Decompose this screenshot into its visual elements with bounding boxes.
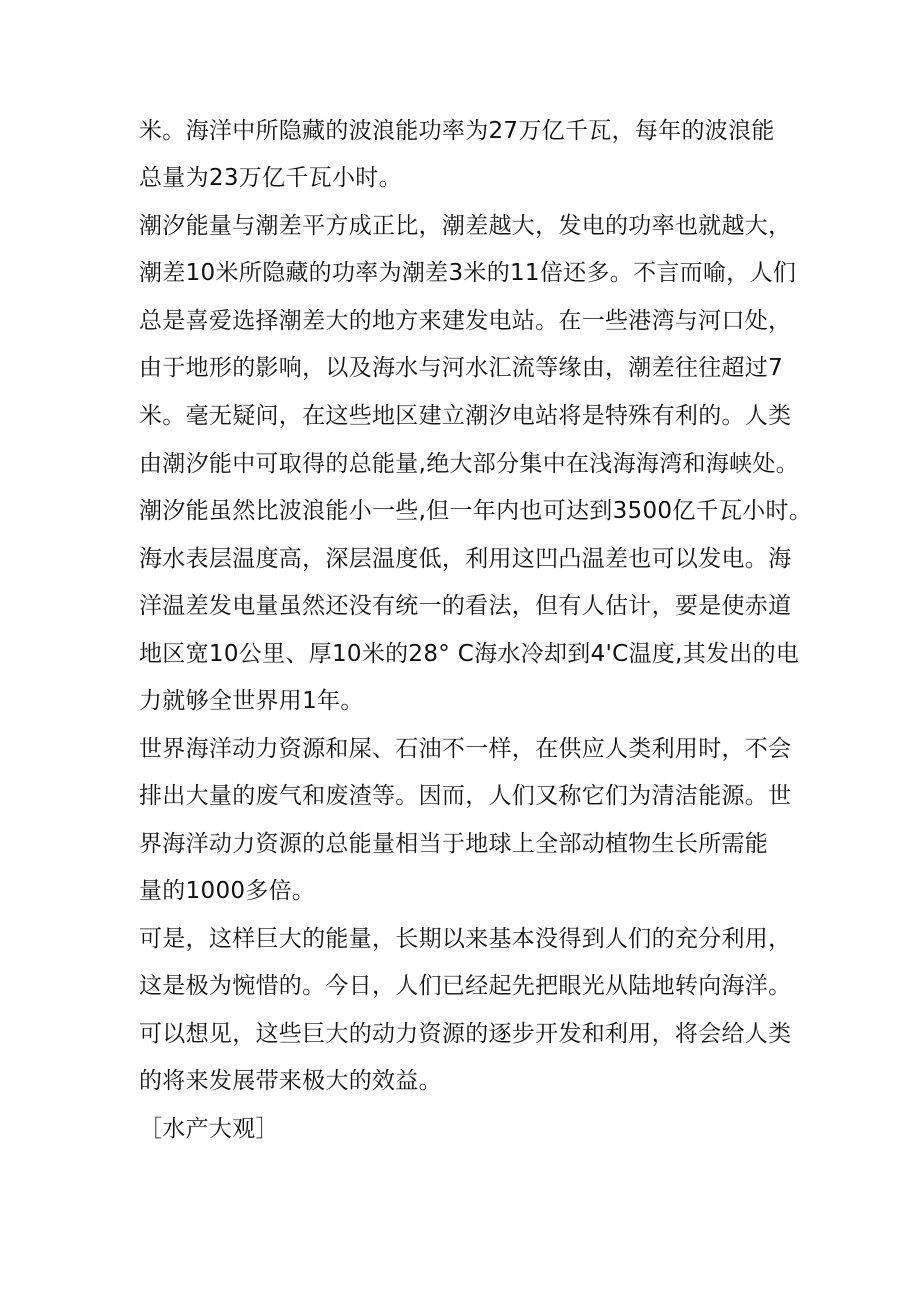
text-line: 地区宽10公里、厚10米的28° C海水冷却到4'C温度,其发出的电 xyxy=(139,641,800,667)
text-line: 洋温差发电量虽然还没有统一的看法，但有人估计，要是使赤道 xyxy=(139,593,792,619)
text-line: 排出大量的废气和废渣等。因而，人们又称它们为清洁能源。世 xyxy=(139,783,792,809)
text-line: 界海洋动力资源的总能量相当于地球上全部动植物生长所需能 xyxy=(139,831,769,857)
text-line: 由潮汐能中可取得的总能量,绝大部分集中在浅海海湾和海峡处。 xyxy=(139,451,800,477)
text-line: 量的1000多倍。 xyxy=(139,878,316,904)
text-line: 米。海洋中所隐藏的波浪能功率为27万亿千瓦，每年的波浪能 xyxy=(139,118,775,144)
text-line: 力就够全世界用1年。 xyxy=(139,688,364,714)
text-line: 总量为23万亿千瓦小时。 xyxy=(139,165,402,191)
text-line: 海水表层温度高，深层温度低，利用这凹凸温差也可以发电。海 xyxy=(139,546,792,572)
text-line: 的将来发展带来极大的效益。 xyxy=(139,1068,442,1094)
text-line: 米。毫无疑问，在这些地区建立潮汐电站将是特殊有利的。人类 xyxy=(139,403,792,429)
text-line: 这是极为惋惜的。今日，人们已经起先把眼光从陆地转向海洋。 xyxy=(139,973,792,999)
text-line: 世界海洋动力资源和屎、石油不一样，在供应人类利用时，不会 xyxy=(139,736,792,762)
text-line: 可是，这样巨大的能量，长期以来基本没得到人们的充分利用， xyxy=(139,926,792,952)
text-line: 潮差10米所隐藏的功率为潮差3米的11倍还多。不言而喻，人们 xyxy=(139,260,797,286)
text-line: 潮汐能虽然比波浪能小一些,但一年内也可达到3500亿千瓦小时。 xyxy=(139,498,813,524)
text-line: 潮汐能量与潮差平方成正比，潮差越大，发电的功率也就越大， xyxy=(139,213,792,239)
text-line: 总是喜爱选择潮差大的地方来建发电站。在一些港湾与河口处， xyxy=(139,308,792,334)
section-heading: ［水产大观］ xyxy=(139,1116,279,1142)
text-line: 可以想见，这些巨大的动力资源的逐步开发和利用，将会给人类 xyxy=(139,1021,792,1047)
text-line: 由于地形的影响，以及海水与河水汇流等缘由，潮差往往超过7 xyxy=(139,355,784,381)
